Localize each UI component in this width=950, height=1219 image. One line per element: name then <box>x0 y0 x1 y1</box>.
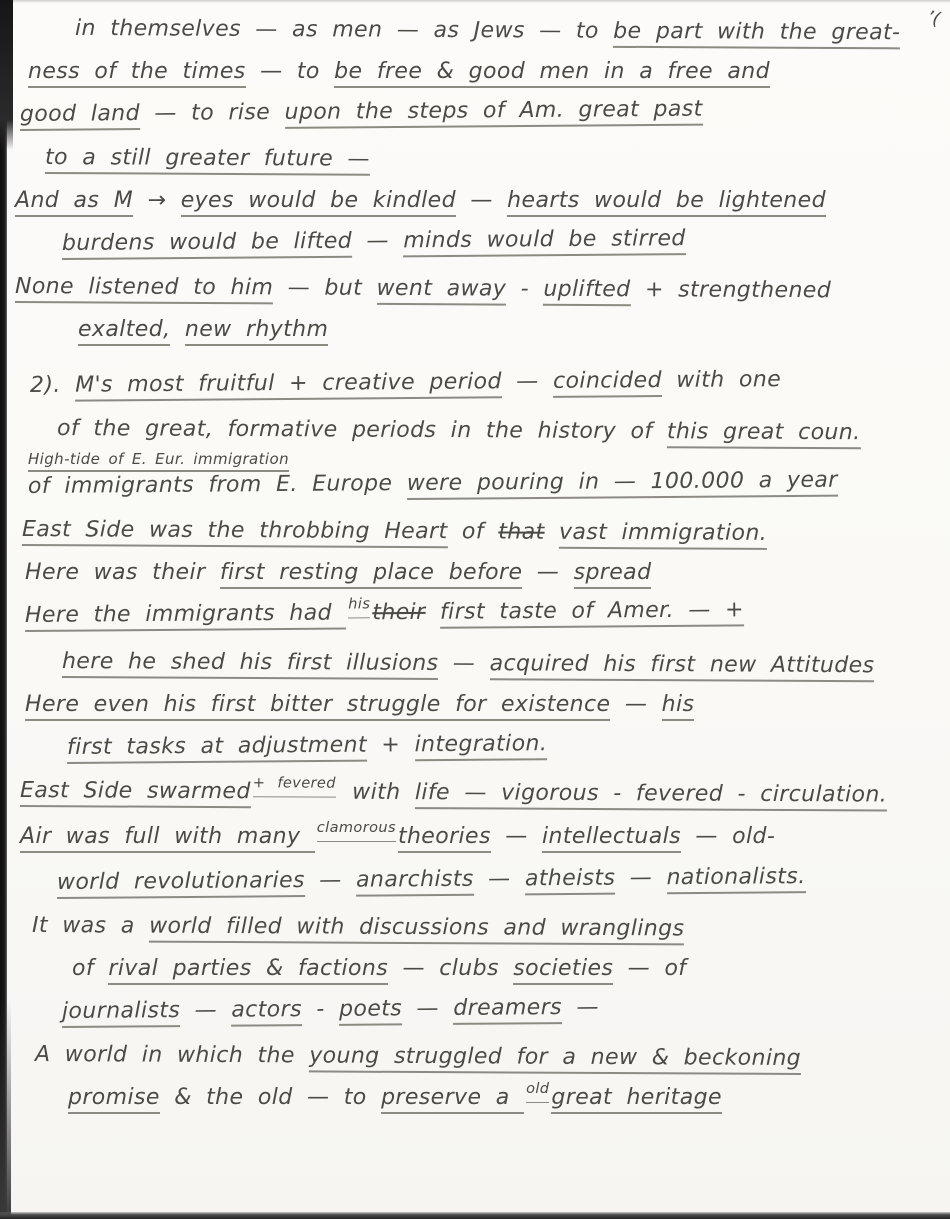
manuscript-line <box>30 366 938 399</box>
text-segment: this great coun. <box>667 419 861 449</box>
text-segment: first resting place before <box>220 560 523 589</box>
text-segment: uplifted <box>543 277 630 306</box>
text-segment: preserve a <box>381 1085 524 1114</box>
text-segment: — <box>473 866 525 892</box>
manuscript-line <box>35 1042 938 1073</box>
text-segment: Here even his first bitter struggle for existence <box>25 692 610 721</box>
manuscript-line <box>25 692 938 718</box>
text-segment: High-tide of E. Eur. immigration <box>28 450 289 472</box>
text-segment: — <box>304 867 357 894</box>
manuscript-line <box>57 863 938 896</box>
text-segment: — <box>438 650 490 677</box>
text-segment: & the old — to <box>159 1085 382 1110</box>
text-segment: life <box>415 780 450 809</box>
text-segment: A world in which the <box>34 1042 310 1069</box>
text-segment: And as M <box>15 188 133 217</box>
manuscript-line <box>57 416 938 447</box>
scan-edge-top <box>0 0 950 3</box>
text-segment: — <box>522 560 574 585</box>
manuscript-line <box>15 274 938 305</box>
text-segment: rival parties & factions <box>108 956 388 985</box>
text-segment <box>545 520 560 545</box>
manuscript-line <box>25 596 938 632</box>
manuscript-line <box>20 95 938 128</box>
inserted-word: old <box>526 1076 549 1103</box>
text-segment: burdens would be lifted <box>62 229 352 260</box>
manuscript-line <box>75 16 938 47</box>
text-segment: — <box>455 188 508 213</box>
inserted-word: + fevered <box>253 770 336 797</box>
text-segment: societies <box>513 956 613 985</box>
text-segment: It was a <box>31 913 150 939</box>
text-segment: good land <box>20 101 140 131</box>
text-segment: hearts would be lightened <box>507 188 826 217</box>
text-segment: promise <box>68 1085 160 1114</box>
text-segment: - <box>506 276 544 302</box>
text-segment: atheists <box>525 866 616 896</box>
text-segment: theories <box>398 824 491 853</box>
text-segment: world filled with discussions and wranglings <box>149 914 684 946</box>
text-segment: - <box>301 996 340 1023</box>
text-segment: to a still greater future — <box>45 145 370 176</box>
text-segment: great heritage <box>551 1085 722 1114</box>
text-segment: of <box>72 956 109 981</box>
text-segment: spread <box>574 560 652 589</box>
scan-edge-bottom <box>0 1212 950 1219</box>
manuscript-line <box>67 728 938 761</box>
manuscript-line <box>78 317 938 343</box>
inserted-word: clamorous <box>317 815 396 842</box>
text-segment: his <box>662 692 695 721</box>
text-segment: coincided <box>553 368 662 398</box>
text-segment: — to rise <box>139 99 285 127</box>
text-segment: — <box>351 228 404 254</box>
manuscript-line <box>72 956 938 982</box>
text-segment: + <box>366 732 415 758</box>
text-segment: be part with the great- <box>613 19 900 50</box>
text-segment: East Side was the throbbing Heart <box>22 517 448 548</box>
text-segment: + strengthened <box>630 277 832 304</box>
struck-word: that <box>498 519 545 545</box>
text-segment: actors <box>231 997 302 1027</box>
text-segment: first taste of Amer. — + <box>440 597 744 628</box>
scan-edge-left-top <box>0 0 13 150</box>
manuscript-line <box>25 560 938 586</box>
manuscript-line <box>62 224 938 257</box>
text-segment: M's most fruitful + creative period <box>75 369 502 401</box>
text-segment <box>170 317 184 342</box>
manuscript-line <box>28 451 938 468</box>
text-segment: new rhythm <box>185 317 328 346</box>
manuscript-line <box>68 1081 938 1114</box>
text-segment: intellectuals <box>542 824 681 853</box>
manuscript-line <box>20 820 938 853</box>
text-segment: Here the immigrants had <box>25 600 347 632</box>
text-segment: here he shed his first illusions <box>62 649 439 680</box>
text-segment: minds would be stirred <box>403 226 686 257</box>
text-segment: None listened to him <box>15 274 273 304</box>
manuscript-line <box>45 145 938 176</box>
text-segment: 100.000 a year <box>650 468 837 498</box>
text-segment: world revolutionaries <box>57 868 305 899</box>
manuscript-line <box>19 775 938 812</box>
manuscript-line <box>15 188 938 214</box>
text-segment: — but <box>273 275 377 301</box>
text-segment <box>425 600 440 625</box>
text-segment: vast immigration. <box>559 520 767 550</box>
manuscript-line <box>62 649 938 680</box>
text-segment: with <box>337 779 415 806</box>
text-segment: — <box>610 692 662 717</box>
pen-corner-mark: ’( <box>925 6 943 31</box>
text-segment: — <box>180 997 232 1024</box>
text-segment: young struggled for a new & beckoning <box>309 1043 801 1075</box>
text-segment: — of <box>613 956 687 981</box>
struck-word: their <box>372 599 426 626</box>
text-segment: first tasks at adjustment <box>67 733 367 764</box>
text-segment: nationalists. <box>666 864 805 894</box>
text-segment: — <box>402 995 454 1022</box>
text-segment: be free & good men in a free and <box>334 59 770 88</box>
text-segment: were pouring in — <box>407 469 651 500</box>
inserted-word: his <box>348 591 370 618</box>
text-segment: → <box>133 188 181 213</box>
manuscript-line <box>22 517 938 548</box>
text-segment: exalted, <box>78 317 170 346</box>
text-segment: Here was their <box>25 560 220 585</box>
text-segment: poets <box>339 996 402 1025</box>
manuscript-line <box>28 59 938 85</box>
manuscript-line <box>32 913 938 944</box>
text-segment: East Side swarmed <box>20 778 251 808</box>
text-segment: upon the steps of Am. great past <box>284 97 702 129</box>
text-segment: Air was full with many <box>20 824 315 853</box>
manuscript-line <box>62 992 938 1025</box>
text-segment: anarchists <box>356 867 474 897</box>
text-segment: — <box>561 994 599 1021</box>
text-segment: — vigorous - fevered - circulation. <box>450 780 887 811</box>
text-segment: of <box>447 519 499 545</box>
text-segment: — <box>490 824 543 849</box>
text-segment: journalists <box>62 998 180 1028</box>
text-segment: — old- <box>680 824 776 849</box>
text-segment: — <box>501 368 554 395</box>
scan-edge-left-bottom <box>0 999 11 1219</box>
text-segment: of immigrants from E. Europe <box>27 471 407 499</box>
text-segment: in themselves — as men — as Jews — to <box>74 16 614 44</box>
text-segment: — clubs <box>388 956 514 981</box>
text-segment: eyes would be kindled <box>181 188 456 217</box>
text-segment: dreamers <box>453 995 562 1025</box>
text-segment: integration. <box>414 731 547 761</box>
text-segment: acquired his first new Attitudes <box>490 651 875 682</box>
text-segment: went away <box>376 276 506 306</box>
text-segment: — to <box>245 59 335 84</box>
text-segment: — <box>615 865 667 891</box>
text-segment: 2). <box>29 372 76 398</box>
manuscript <box>14 16 938 1131</box>
text-segment: with one <box>661 367 782 394</box>
text-segment: ness of the times <box>28 59 246 88</box>
text-segment: of the great, formative periods in the history of <box>56 416 667 445</box>
